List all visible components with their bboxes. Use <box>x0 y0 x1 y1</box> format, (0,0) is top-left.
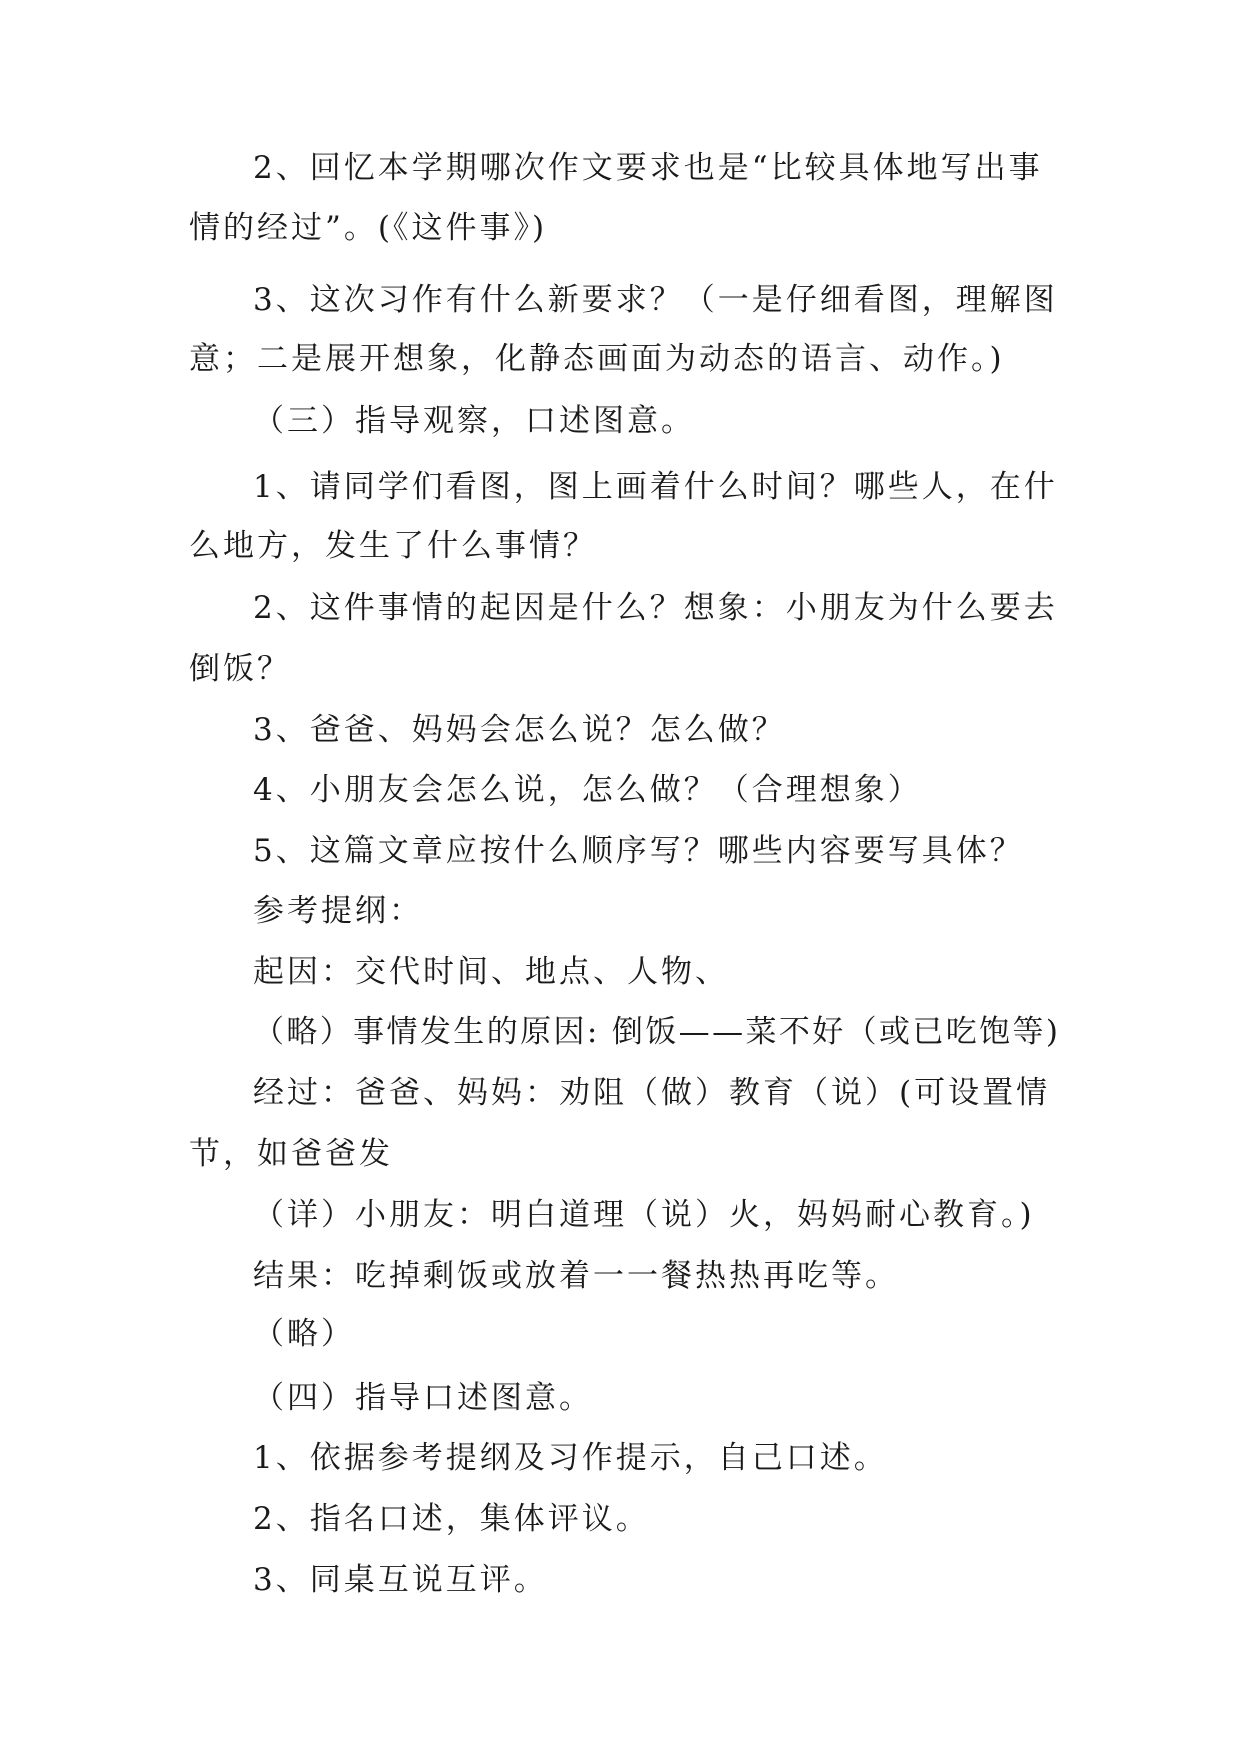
outline-heading: 参考提纲： <box>253 893 423 929</box>
section-heading: （三）指导观察，口述图意。 <box>253 403 695 439</box>
text-line: 意；二是展开想象，化静态画面为动态的语言、动作。) <box>189 341 1005 377</box>
text-line: （略）事情发生的原因: 倒饭——菜不好（或已吃饱等) <box>253 1014 1061 1050</box>
text-line: 4、小朋友会怎么说，怎么做？（合理想象） <box>253 772 922 808</box>
text-line: 2、指名口述，集体评议。 <box>253 1501 650 1537</box>
text-line: 结果：吃掉剩饭或放着一一餐热热再吃等。 <box>253 1258 899 1294</box>
text-line: 3、爸爸、妈妈会怎么说？怎么做？ <box>253 712 786 748</box>
section-heading: （四）指导口述图意。 <box>253 1380 593 1416</box>
text-line: 3、这次习作有什么新要求？（一是仔细看图，理解图 <box>253 282 1058 318</box>
text-line: 5、这篇文章应按什么顺序写？哪些内容要写具体？ <box>253 833 1024 869</box>
text-line: 3、同桌互说互评。 <box>253 1562 548 1598</box>
text-line: 1、依据参考提纲及习作提示，自己口述。 <box>253 1440 888 1476</box>
text-line: 情的经过”。(《这件事》) <box>189 210 548 246</box>
text-line: （详）小朋友：明白道理（说）火，妈妈耐心教育。) <box>253 1197 1035 1233</box>
text-line: 节，如爸爸发 <box>189 1136 393 1172</box>
text-line: 1、请同学们看图，图上画着什么时间？哪些人，在什 <box>253 469 1058 505</box>
text-line: 经过：爸爸、妈妈：劝阻（做）教育（说）(可设置情 <box>253 1075 1051 1111</box>
text-line: （略） <box>253 1316 355 1352</box>
text-line: 2、这件事情的起因是什么？想象：小朋友为什么要去 <box>253 590 1058 626</box>
text-line: 么地方，发生了什么事情？ <box>189 528 597 564</box>
text-line: 2、回忆本学期哪次作文要求也是“比较具体地写出事 <box>253 150 1043 186</box>
text-line: 倒饭？ <box>189 651 291 687</box>
text-line: 起因：交代时间、地点、人物、 <box>253 954 729 990</box>
